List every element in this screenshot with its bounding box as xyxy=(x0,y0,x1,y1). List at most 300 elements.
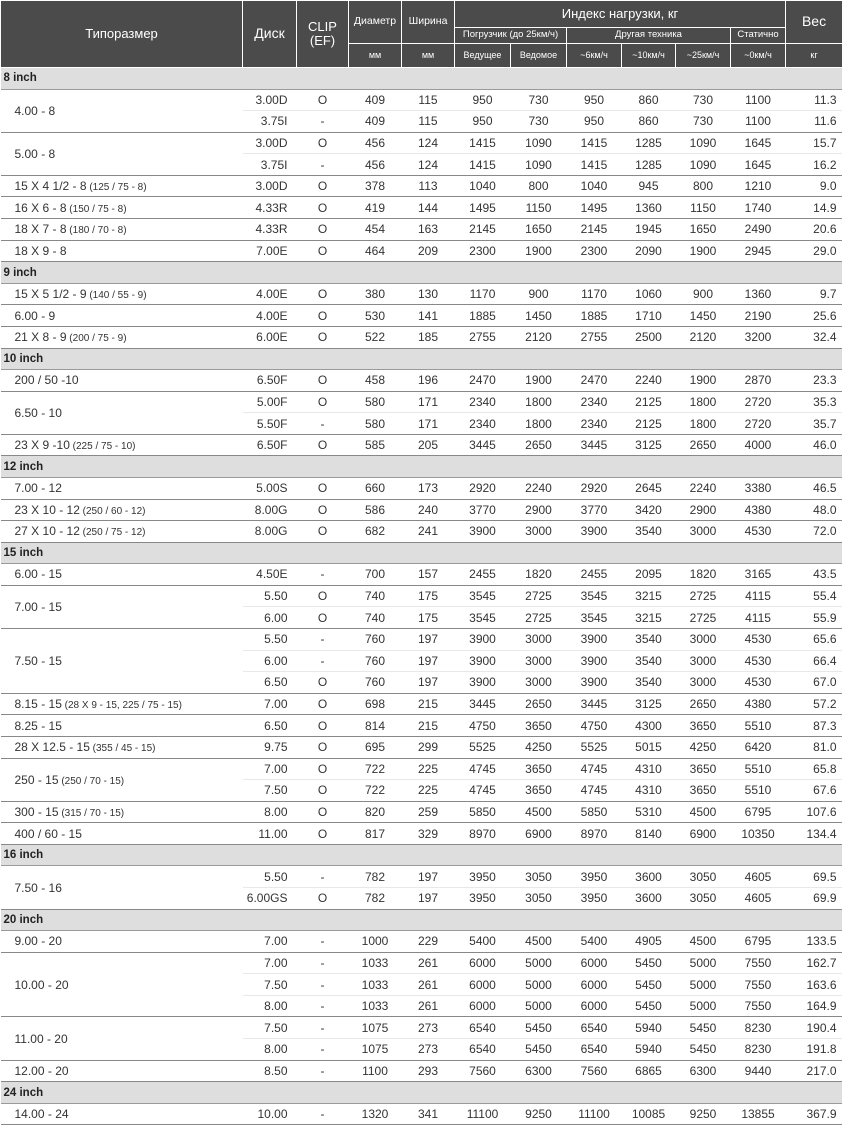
cell-diameter: 1000 xyxy=(349,931,402,953)
cell-load-6kmh: 1415 xyxy=(567,132,622,154)
tire-size xyxy=(1,391,243,434)
cell-drive-load: 4750 xyxy=(455,715,511,737)
cell-load-static: 2945 xyxy=(731,240,786,262)
col-weight: Вес xyxy=(786,1,842,44)
cell-clip: O xyxy=(297,607,349,629)
cell-rim: 8.00 xyxy=(243,1039,297,1061)
cell-diameter: 456 xyxy=(349,132,402,154)
tire-size-alt: (250 / 70 - 15) xyxy=(59,776,125,787)
cell-load-25kmh: 730 xyxy=(676,111,731,133)
cell-drive-load: 3900 xyxy=(455,521,511,543)
section-title: 12 inch xyxy=(1,456,842,478)
cell-weight: 367.9 xyxy=(786,1103,842,1125)
cell-load-6kmh: 2920 xyxy=(567,477,622,499)
cell-drive-load: 6000 xyxy=(455,995,511,1017)
cell-weight: 48.0 xyxy=(786,499,842,521)
cell-load-10kmh: 3125 xyxy=(622,693,676,715)
cell-width: 124 xyxy=(402,132,455,154)
cell-weight: 65.8 xyxy=(786,758,842,780)
tire-size-label: 6.00 - 15 xyxy=(15,567,62,581)
tire-size xyxy=(1,1103,243,1125)
cell-load-25kmh: 1650 xyxy=(676,219,731,241)
col-clip: CLIP (EF) xyxy=(297,1,349,68)
cell-load-static: 1210 xyxy=(731,175,786,197)
cell-load-6kmh: 4745 xyxy=(567,780,622,802)
cell-driven-load: 9250 xyxy=(511,1103,567,1125)
cell-weight: 190.4 xyxy=(786,1017,842,1039)
table-header xyxy=(1,1,842,68)
tire-size xyxy=(1,132,243,175)
cell-load-static: 5510 xyxy=(731,758,786,780)
cell-drive-load: 3900 xyxy=(455,672,511,694)
tire-size-alt: (180 / 70 - 8) xyxy=(67,225,127,236)
tire-size xyxy=(1,305,243,327)
table-row xyxy=(1,693,842,715)
cell-weight: 164.9 xyxy=(786,995,842,1017)
cell-clip: - xyxy=(297,650,349,672)
cell-clip: O xyxy=(297,499,349,521)
cell-load-10kmh: 2645 xyxy=(622,477,676,499)
cell-weight: 9.0 xyxy=(786,175,842,197)
cell-load-static: 1645 xyxy=(731,132,786,154)
cell-weight: 163.6 xyxy=(786,974,842,996)
cell-diameter: 740 xyxy=(349,585,402,607)
cell-rim: 6.50 xyxy=(243,715,297,737)
cell-weight: 67.6 xyxy=(786,780,842,802)
tire-size xyxy=(1,952,243,1017)
cell-load-6kmh: 3900 xyxy=(567,672,622,694)
cell-clip: - xyxy=(297,1017,349,1039)
cell-diameter: 1033 xyxy=(349,995,402,1017)
cell-diameter: 700 xyxy=(349,564,402,586)
tire-size xyxy=(1,326,243,348)
cell-load-static: 1100 xyxy=(731,111,786,133)
cell-driven-load: 3050 xyxy=(511,888,567,910)
cell-load-10kmh: 3600 xyxy=(622,888,676,910)
cell-rim: 7.00 xyxy=(243,758,297,780)
col-forklift: Погрузчик (до 25км/ч) xyxy=(455,28,567,44)
table-row xyxy=(1,326,842,348)
cell-diameter: 454 xyxy=(349,219,402,241)
cell-load-25kmh: 3000 xyxy=(676,650,731,672)
cell-width: 157 xyxy=(402,564,455,586)
cell-rim: 8.00G xyxy=(243,521,297,543)
table-row xyxy=(1,521,842,543)
cell-load-static: 7550 xyxy=(731,995,786,1017)
cell-drive-load: 950 xyxy=(455,89,511,111)
tire-size-alt: (28 X 9 - 15, 225 / 75 - 15) xyxy=(62,700,182,711)
tire-size xyxy=(1,89,243,132)
cell-rim: 7.00 xyxy=(243,931,297,953)
cell-rim: 8.50 xyxy=(243,1060,297,1082)
cell-driven-load: 2240 xyxy=(511,477,567,499)
cell-load-6kmh: 1885 xyxy=(567,305,622,327)
col-speed-6: ~6км/ч xyxy=(567,44,622,68)
table-row xyxy=(1,564,842,586)
cell-drive-load: 3445 xyxy=(455,693,511,715)
cell-clip: - xyxy=(297,995,349,1017)
cell-clip: O xyxy=(297,326,349,348)
cell-driven-load: 3650 xyxy=(511,758,567,780)
tire-size-alt: (315 / 70 - 15) xyxy=(59,808,125,819)
cell-drive-load: 5400 xyxy=(455,931,511,953)
cell-load-10kmh: 3215 xyxy=(622,585,676,607)
cell-load-6kmh: 950 xyxy=(567,111,622,133)
cell-rim: 4.00E xyxy=(243,305,297,327)
cell-rim: 6.50 xyxy=(243,672,297,694)
tire-size xyxy=(1,715,243,737)
tire-size xyxy=(1,736,243,758)
cell-load-10kmh: 3540 xyxy=(622,521,676,543)
section-title: 24 inch xyxy=(1,1082,842,1104)
cell-driven-load: 730 xyxy=(511,89,567,111)
cell-width: 197 xyxy=(402,888,455,910)
tire-size xyxy=(1,758,243,801)
cell-driven-load: 3000 xyxy=(511,672,567,694)
cell-load-10kmh: 3540 xyxy=(622,672,676,694)
tire-size-label: 5.00 - 8 xyxy=(15,147,56,161)
cell-diameter: 585 xyxy=(349,434,402,456)
section-header xyxy=(1,262,842,284)
tire-size xyxy=(1,585,243,628)
cell-rim: 5.50 xyxy=(243,585,297,607)
cell-diameter: 1033 xyxy=(349,952,402,974)
cell-clip: - xyxy=(297,1103,349,1125)
cell-diameter: 722 xyxy=(349,780,402,802)
cell-width: 113 xyxy=(402,175,455,197)
cell-width: 130 xyxy=(402,283,455,305)
cell-load-25kmh: 3000 xyxy=(676,672,731,694)
cell-weight: 11.3 xyxy=(786,89,842,111)
cell-weight: 29.0 xyxy=(786,240,842,262)
cell-load-25kmh: 3650 xyxy=(676,780,731,802)
cell-load-static: 4115 xyxy=(731,585,786,607)
cell-load-6kmh: 4750 xyxy=(567,715,622,737)
tire-size xyxy=(1,197,243,219)
cell-width: 273 xyxy=(402,1017,455,1039)
cell-rim: 6.50F xyxy=(243,370,297,392)
cell-driven-load: 1820 xyxy=(511,564,567,586)
cell-weight: 14.9 xyxy=(786,197,842,219)
col-rim: Диск xyxy=(243,1,297,68)
tire-size-alt: (225 / 75 - 10) xyxy=(70,441,136,452)
cell-diameter: 580 xyxy=(349,413,402,435)
cell-clip: O xyxy=(297,219,349,241)
cell-driven-load: 1800 xyxy=(511,391,567,413)
cell-width: 115 xyxy=(402,89,455,111)
table-row xyxy=(1,715,842,737)
cell-load-25kmh: 2725 xyxy=(676,585,731,607)
tire-size xyxy=(1,283,243,305)
cell-load-10kmh: 945 xyxy=(622,175,676,197)
tire-size-label: 9.00 - 20 xyxy=(15,934,62,948)
cell-driven-load: 5000 xyxy=(511,974,567,996)
tire-size xyxy=(1,434,243,456)
tire-size-alt: (140 / 55 - 9) xyxy=(87,290,147,301)
table-row xyxy=(1,736,842,758)
cell-drive-load: 3900 xyxy=(455,650,511,672)
cell-diameter: 820 xyxy=(349,801,402,823)
cell-load-static: 4605 xyxy=(731,888,786,910)
cell-load-static: 2190 xyxy=(731,305,786,327)
cell-load-6kmh: 2755 xyxy=(567,326,622,348)
section-title: 15 inch xyxy=(1,542,842,564)
cell-width: 124 xyxy=(402,154,455,176)
cell-load-25kmh: 9250 xyxy=(676,1103,731,1125)
cell-weight: 217.0 xyxy=(786,1060,842,1082)
cell-width: 225 xyxy=(402,758,455,780)
cell-load-6kmh: 3445 xyxy=(567,693,622,715)
cell-load-static: 9440 xyxy=(731,1060,786,1082)
cell-clip: - xyxy=(297,1039,349,1061)
cell-rim: 3.00D xyxy=(243,89,297,111)
cell-load-10kmh: 5940 xyxy=(622,1017,676,1039)
cell-load-static: 6795 xyxy=(731,931,786,953)
cell-load-10kmh: 3420 xyxy=(622,499,676,521)
unit-mm-width: мм xyxy=(402,44,455,68)
table-row xyxy=(1,175,842,197)
cell-clip: O xyxy=(297,434,349,456)
cell-rim: 3.00D xyxy=(243,132,297,154)
cell-driven-load: 3000 xyxy=(511,628,567,650)
cell-load-6kmh: 2145 xyxy=(567,219,622,241)
cell-width: 241 xyxy=(402,521,455,543)
table-row xyxy=(1,283,842,305)
table-row xyxy=(1,866,842,888)
cell-load-25kmh: 1150 xyxy=(676,197,731,219)
cell-width: 273 xyxy=(402,1039,455,1061)
cell-load-static: 7550 xyxy=(731,974,786,996)
cell-drive-load: 1040 xyxy=(455,175,511,197)
cell-load-10kmh: 860 xyxy=(622,111,676,133)
cell-width: 185 xyxy=(402,326,455,348)
cell-clip: O xyxy=(297,888,349,910)
cell-clip: - xyxy=(297,564,349,586)
cell-rim: 5.00S xyxy=(243,477,297,499)
cell-clip: - xyxy=(297,154,349,176)
cell-rim: 8.00G xyxy=(243,499,297,521)
cell-clip: - xyxy=(297,1060,349,1082)
cell-driven-load: 3000 xyxy=(511,650,567,672)
tire-size xyxy=(1,175,243,197)
tire-size-alt: (150 / 75 - 8) xyxy=(67,204,127,215)
table-row xyxy=(1,132,842,154)
unit-mm-diameter: мм xyxy=(349,44,402,68)
unit-kg-weight: кг xyxy=(786,44,842,68)
cell-drive-load: 6540 xyxy=(455,1017,511,1039)
cell-width: 163 xyxy=(402,219,455,241)
section-header xyxy=(1,456,842,478)
cell-drive-load: 3950 xyxy=(455,866,511,888)
cell-driven-load: 6300 xyxy=(511,1060,567,1082)
cell-width: 341 xyxy=(402,1103,455,1125)
cell-load-10kmh: 2095 xyxy=(622,564,676,586)
section-title: 16 inch xyxy=(1,844,842,866)
cell-clip: O xyxy=(297,780,349,802)
cell-weight: 35.7 xyxy=(786,413,842,435)
tire-size xyxy=(1,1060,243,1082)
cell-load-static: 2720 xyxy=(731,413,786,435)
cell-rim: 8.00 xyxy=(243,801,297,823)
cell-load-static: 3380 xyxy=(731,477,786,499)
cell-clip: O xyxy=(297,736,349,758)
cell-load-10kmh: 1945 xyxy=(622,219,676,241)
cell-diameter: 722 xyxy=(349,758,402,780)
tire-size xyxy=(1,240,243,262)
cell-load-6kmh: 1495 xyxy=(567,197,622,219)
cell-clip: O xyxy=(297,305,349,327)
cell-weight: 32.4 xyxy=(786,326,842,348)
tire-size-label: 4.00 - 8 xyxy=(15,104,56,118)
table-row xyxy=(1,477,842,499)
cell-driven-load: 1800 xyxy=(511,413,567,435)
cell-load-25kmh: 6300 xyxy=(676,1060,731,1082)
cell-drive-load: 3950 xyxy=(455,888,511,910)
cell-rim: 5.50 xyxy=(243,866,297,888)
cell-load-10kmh: 3540 xyxy=(622,628,676,650)
cell-driven-load: 2120 xyxy=(511,326,567,348)
cell-width: 175 xyxy=(402,607,455,629)
cell-drive-load: 6000 xyxy=(455,952,511,974)
cell-width: 197 xyxy=(402,866,455,888)
cell-driven-load: 6900 xyxy=(511,823,567,845)
cell-rim: 4.50E xyxy=(243,564,297,586)
cell-width: 196 xyxy=(402,370,455,392)
cell-load-10kmh: 8140 xyxy=(622,823,676,845)
cell-weight: 134.4 xyxy=(786,823,842,845)
cell-driven-load: 1090 xyxy=(511,132,567,154)
tire-size-label: 250 - 15 xyxy=(15,773,59,787)
tire-size xyxy=(1,477,243,499)
cell-load-6kmh: 6000 xyxy=(567,952,622,974)
cell-weight: 67.0 xyxy=(786,672,842,694)
cell-load-10kmh: 2125 xyxy=(622,391,676,413)
cell-load-static: 4380 xyxy=(731,693,786,715)
cell-rim: 11.00 xyxy=(243,823,297,845)
cell-load-static: 4115 xyxy=(731,607,786,629)
cell-driven-load: 4250 xyxy=(511,736,567,758)
cell-load-6kmh: 7560 xyxy=(567,1060,622,1082)
cell-load-10kmh: 860 xyxy=(622,89,676,111)
table-row xyxy=(1,1060,842,1082)
cell-weight: 55.9 xyxy=(786,607,842,629)
cell-diameter: 740 xyxy=(349,607,402,629)
cell-weight: 55.4 xyxy=(786,585,842,607)
cell-load-6kmh: 3770 xyxy=(567,499,622,521)
cell-clip: O xyxy=(297,521,349,543)
cell-rim: 7.00E xyxy=(243,240,297,262)
tire-size-label: 18 X 9 - 8 xyxy=(15,244,67,258)
cell-load-static: 8230 xyxy=(731,1017,786,1039)
cell-clip: O xyxy=(297,89,349,111)
section-header xyxy=(1,68,842,90)
cell-load-25kmh: 1090 xyxy=(676,154,731,176)
cell-clip: O xyxy=(297,672,349,694)
cell-weight: 9.7 xyxy=(786,283,842,305)
cell-load-static: 7550 xyxy=(731,952,786,974)
cell-rim: 4.00E xyxy=(243,283,297,305)
cell-width: 215 xyxy=(402,693,455,715)
section-header xyxy=(1,844,842,866)
cell-drive-load: 3545 xyxy=(455,585,511,607)
cell-rim: 10.00 xyxy=(243,1103,297,1125)
cell-clip: - xyxy=(297,974,349,996)
cell-load-6kmh: 3900 xyxy=(567,650,622,672)
cell-diameter: 760 xyxy=(349,650,402,672)
cell-load-25kmh: 3000 xyxy=(676,521,731,543)
cell-load-25kmh: 2240 xyxy=(676,477,731,499)
cell-weight: 16.2 xyxy=(786,154,842,176)
cell-driven-load: 1150 xyxy=(511,197,567,219)
cell-load-6kmh: 5400 xyxy=(567,931,622,953)
cell-load-6kmh: 2300 xyxy=(567,240,622,262)
cell-load-6kmh: 6540 xyxy=(567,1017,622,1039)
col-static: Статично xyxy=(731,28,786,44)
cell-drive-load: 6540 xyxy=(455,1039,511,1061)
cell-load-25kmh: 1800 xyxy=(676,413,731,435)
cell-load-static: 5510 xyxy=(731,780,786,802)
col-driven: Ведомое xyxy=(511,44,567,68)
cell-drive-load: 1170 xyxy=(455,283,511,305)
cell-drive-load: 1415 xyxy=(455,132,511,154)
cell-load-static: 4000 xyxy=(731,434,786,456)
cell-load-6kmh: 950 xyxy=(567,89,622,111)
cell-rim: 9.75 xyxy=(243,736,297,758)
cell-drive-load: 3770 xyxy=(455,499,511,521)
cell-load-static: 6420 xyxy=(731,736,786,758)
cell-load-6kmh: 3445 xyxy=(567,434,622,456)
tire-size-label: 6.50 - 10 xyxy=(15,406,62,420)
cell-width: 141 xyxy=(402,305,455,327)
cell-load-10kmh: 2240 xyxy=(622,370,676,392)
cell-width: 329 xyxy=(402,823,455,845)
cell-load-static: 10350 xyxy=(731,823,786,845)
cell-load-static: 3165 xyxy=(731,564,786,586)
col-width: Ширина xyxy=(402,1,455,44)
cell-drive-load: 2920 xyxy=(455,477,511,499)
cell-diameter: 1100 xyxy=(349,1060,402,1082)
cell-load-10kmh: 1285 xyxy=(622,132,676,154)
cell-weight: 191.8 xyxy=(786,1039,842,1061)
cell-clip: O xyxy=(297,283,349,305)
cell-clip: O xyxy=(297,693,349,715)
tire-size xyxy=(1,219,243,241)
cell-load-static: 1360 xyxy=(731,283,786,305)
cell-load-10kmh: 3125 xyxy=(622,434,676,456)
cell-load-10kmh: 3215 xyxy=(622,607,676,629)
cell-load-6kmh: 6000 xyxy=(567,974,622,996)
cell-load-10kmh: 1060 xyxy=(622,283,676,305)
cell-load-10kmh: 5310 xyxy=(622,801,676,823)
table-row xyxy=(1,240,842,262)
cell-width: 171 xyxy=(402,413,455,435)
cell-load-25kmh: 4250 xyxy=(676,736,731,758)
cell-load-static: 4605 xyxy=(731,866,786,888)
tire-size-alt: (200 / 75 - 9) xyxy=(67,333,127,344)
cell-rim: 7.50 xyxy=(243,974,297,996)
tire-size-label: 15 X 5 1/2 - 9 xyxy=(15,287,87,301)
cell-width: 240 xyxy=(402,499,455,521)
cell-rim: 4.33R xyxy=(243,197,297,219)
cell-load-25kmh: 2650 xyxy=(676,434,731,456)
tire-size-label: 23 X 10 - 12 xyxy=(15,503,80,517)
cell-load-6kmh: 3950 xyxy=(567,866,622,888)
tire-size-alt: (250 / 75 - 12) xyxy=(80,527,146,538)
tire-size-label: 15 X 4 1/2 - 8 xyxy=(15,179,87,193)
cell-rim: 6.00 xyxy=(243,607,297,629)
cell-load-25kmh: 900 xyxy=(676,283,731,305)
tire-size-label: 12.00 - 20 xyxy=(15,1064,69,1078)
